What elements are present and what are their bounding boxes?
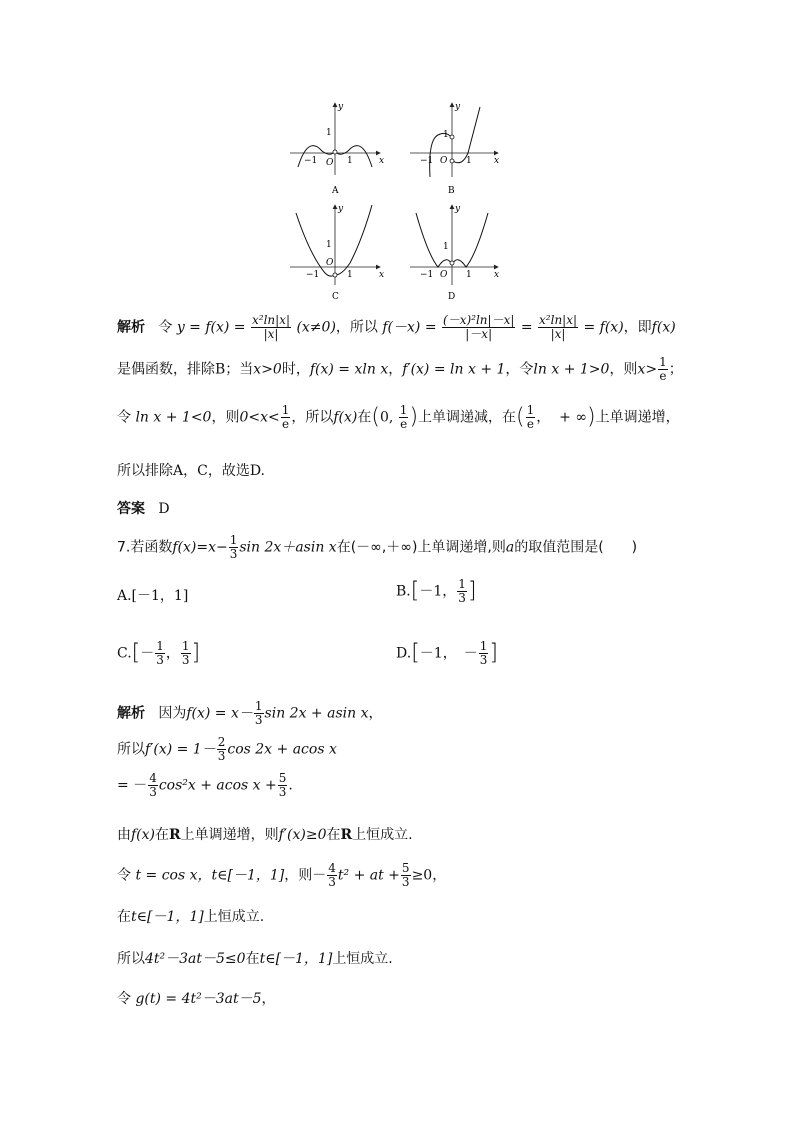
math: ln x + 1<0 [135, 409, 212, 426]
sol6-line-4 [117, 462, 265, 480]
math: = f(x) [583, 319, 624, 336]
graph-b-y-one: 1 [443, 130, 449, 140]
text: 上单调递减，在 [418, 409, 517, 426]
text: ， [368, 705, 383, 722]
answer-value: D [158, 501, 170, 517]
math: f(x) [651, 319, 676, 336]
math: t = cos x，t∈[－1，1] [135, 867, 285, 884]
math: sin 2x＋ [239, 539, 296, 556]
bracket-close: ] [467, 578, 477, 604]
sol7-label: 解析 [117, 705, 145, 722]
numerator: 1 [254, 699, 263, 713]
fraction [399, 404, 409, 431]
fraction [401, 862, 411, 889]
option-b[interactable] [396, 578, 477, 605]
math: f′(x)≥0 [278, 827, 327, 843]
bracket-open: [ [131, 640, 141, 666]
option-d-label: D. [396, 645, 412, 662]
graph-b-one: 1 [466, 156, 472, 166]
graph-a-neg-one: −1 [304, 156, 318, 166]
math: f(x) [172, 539, 197, 556]
sol6-answer [117, 500, 170, 518]
text: 令 [158, 319, 173, 336]
paren-close: ) [587, 404, 596, 430]
graph-b-origin: O [440, 156, 448, 166]
graph-a [290, 102, 384, 196]
answer-label: 答案 [117, 501, 145, 517]
math: = － [117, 777, 148, 794]
graph-c [290, 204, 384, 302]
denominator: e [400, 417, 408, 431]
math: t∈[－1，1] [131, 909, 204, 925]
math: f′(x) = 1－ [145, 741, 216, 758]
graph-d-y-one: 1 [443, 242, 449, 252]
denominator: 3 [149, 785, 157, 799]
text: 在 [357, 409, 372, 426]
math: a [295, 539, 304, 556]
graph-d-letter: D [448, 292, 456, 302]
sol7-line-3 [117, 772, 293, 799]
sol7-line-6 [117, 908, 264, 926]
math: sin 2x + asin x [264, 705, 369, 722]
fraction [479, 640, 489, 667]
denominator: 3 [156, 653, 164, 667]
fraction [538, 314, 578, 341]
denominator: e [526, 417, 534, 431]
math: －1， － [419, 645, 478, 662]
math: ， [536, 409, 551, 426]
graph-b-letter: B [448, 186, 455, 196]
math: (x≠0) [296, 319, 336, 336]
math: ， [165, 645, 180, 662]
text: ，则 [609, 361, 638, 378]
denominator: 3 [479, 653, 488, 667]
math: ln x + 1>0 [533, 361, 610, 378]
sol6-label: 解析 [117, 319, 145, 336]
math: A，C [173, 463, 208, 479]
graph-d-origin: O [440, 270, 448, 280]
text: 在 [245, 951, 260, 967]
fraction [181, 640, 191, 667]
sol6-line-2 [117, 356, 683, 383]
math: cos 2x + acos x [227, 741, 337, 758]
text: 令 [117, 867, 131, 884]
denominator: 3 [278, 785, 287, 799]
math: =x− [196, 539, 228, 556]
denominator: 3 [458, 591, 466, 605]
denominator: |x| [251, 327, 291, 341]
graph-a-one: 1 [347, 156, 353, 166]
math: f(x) = xln x [309, 361, 389, 378]
graph-b-neg-one: −1 [420, 156, 434, 166]
answer-choice-graphs [280, 95, 510, 305]
fraction [442, 314, 515, 341]
math: ≥0， [411, 867, 447, 884]
text: ，令 [505, 361, 534, 378]
denominator: 3 [328, 875, 336, 889]
math: 4t²－3at－5≤0 [145, 951, 246, 967]
text: ， [388, 361, 403, 378]
denominator: 3 [181, 653, 190, 667]
denominator: e [659, 369, 667, 383]
option-a[interactable] [117, 587, 188, 605]
graph-c-y-one: 1 [326, 240, 332, 250]
denominator: 3 [229, 547, 238, 561]
bracket-close: ] [191, 640, 201, 666]
denominator: e [282, 417, 290, 431]
sol7-line-2 [117, 736, 337, 763]
graph-c-y-label: y [338, 204, 344, 214]
fraction [526, 404, 536, 431]
numerator: 1 [526, 403, 535, 417]
math: － [140, 645, 155, 662]
bracket-open: [ [411, 640, 420, 666]
fraction [327, 862, 337, 889]
graph-a-y-label: y [338, 102, 344, 112]
text: 的取值范围是( ) [514, 539, 638, 556]
text: 上单调递增，则 [180, 827, 279, 843]
graph-c-x-label: x [379, 270, 385, 280]
fraction [251, 314, 291, 341]
numerator: 4 [328, 861, 336, 875]
math: t² + at + [337, 867, 400, 884]
math: sin x [303, 539, 337, 556]
numerator: (－x)²ln|－x| [443, 313, 515, 327]
math: x>0 [253, 361, 282, 378]
numerator: 1 [156, 639, 164, 653]
math: 0, [379, 409, 394, 426]
paren-open: ( [371, 404, 380, 430]
denominator: |－x| [442, 327, 515, 341]
paren-close: ) [409, 404, 419, 430]
text: ；当 [225, 361, 254, 378]
denominator: 3 [217, 749, 226, 763]
math: f(－x) = [382, 319, 437, 336]
sol7-line-7 [117, 950, 393, 968]
graph-d-y-label: y [455, 204, 461, 214]
text: 时， [281, 361, 310, 378]
text: 令 [117, 409, 131, 426]
text: 在 [117, 909, 131, 925]
text: 7.若函数 [117, 539, 173, 556]
text: 所以 [117, 741, 145, 758]
text: 在(－∞,＋∞)上单调递增,则 [336, 539, 506, 556]
option-c-label: C. [117, 645, 132, 662]
numerator: 1 [281, 403, 290, 417]
sol7-line-8 [117, 990, 276, 1008]
text: 在 [155, 827, 170, 843]
math: f(x) [333, 409, 358, 426]
text: 由 [117, 827, 131, 843]
text: ，故选 [207, 463, 250, 479]
fraction [658, 356, 668, 383]
text: 是偶函数，排除 [117, 361, 215, 378]
text: 上恒成立. [332, 951, 393, 967]
graph-b-x-label: x [494, 156, 500, 166]
numerator: 1 [659, 355, 667, 369]
sol6-line-1 [117, 314, 676, 341]
fraction [148, 772, 158, 799]
text: ，即 [623, 319, 652, 336]
option-c[interactable] [117, 640, 200, 667]
bracket-close: ] [489, 640, 498, 666]
sol6-line-3 [117, 404, 680, 431]
numerator: 4 [149, 771, 157, 785]
math: y = f(x) = [176, 319, 246, 336]
text: ，则 [211, 409, 240, 426]
fraction [278, 772, 288, 799]
text: ，所以 [291, 409, 334, 426]
text: 所以 [117, 951, 145, 967]
question-7 [117, 534, 637, 561]
numerator: x²ln|x| [252, 313, 290, 327]
graph-c-letter: C [332, 292, 339, 302]
graph-c-neg-one: −1 [306, 270, 320, 280]
graph-b-y-label: y [455, 102, 461, 112]
text: ，所以 [335, 319, 378, 336]
text: 上恒成立. [203, 909, 265, 925]
math: f(x) [131, 827, 156, 843]
graph-a-origin: O [326, 158, 334, 168]
math: . [288, 777, 293, 794]
fraction [217, 736, 227, 763]
sol7-line-5 [117, 862, 446, 889]
math: x> [637, 361, 658, 378]
option-b-label: B. [396, 583, 411, 600]
text: 上恒成立. [352, 827, 413, 843]
text: 所以排除 [117, 463, 173, 479]
graph-d-neg-one: −1 [420, 270, 434, 280]
text: ，则－ [284, 867, 327, 884]
text: ， [261, 991, 276, 1007]
math: 0<x< [239, 409, 280, 426]
numerator: 5 [278, 771, 287, 785]
math: B [215, 361, 226, 378]
fraction [281, 404, 291, 431]
numerator: 5 [401, 861, 410, 875]
text: ； [668, 361, 683, 378]
option-a-text: A.[－1，1] [117, 588, 189, 604]
numerator: 1 [399, 403, 408, 417]
denominator: 3 [401, 875, 410, 889]
fraction [457, 578, 467, 605]
graph-d [410, 204, 499, 302]
text: 因为 [158, 705, 187, 722]
math: R [340, 827, 353, 843]
numerator: 2 [217, 735, 226, 749]
math: f′(x) = ln x + 1 [402, 361, 506, 378]
graph-a-letter: A [332, 186, 339, 196]
denominator: 3 [254, 713, 263, 727]
fraction [254, 700, 264, 727]
bracket-open: [ [410, 578, 420, 604]
graph-c-one: 1 [347, 270, 353, 280]
math: －1， [419, 583, 457, 600]
graph-d-x-label: x [494, 270, 500, 280]
graph-c-origin: O [326, 258, 334, 268]
paren-open: ( [516, 404, 525, 430]
math: a [505, 539, 515, 556]
math: cos²x + acos x + [158, 777, 277, 794]
math: = [520, 319, 533, 336]
math: + ∞ [559, 409, 588, 426]
math: t∈[－1，1] [259, 951, 333, 967]
sol7-line-4 [117, 826, 413, 844]
graph-a-x-label: x [379, 156, 385, 166]
graph-d-one: 1 [466, 270, 472, 280]
numerator: x²ln|x| [539, 313, 578, 327]
numerator: 1 [181, 639, 190, 653]
math: g(t) = 4t²－3at－5 [135, 991, 262, 1007]
numerator: 1 [458, 577, 466, 591]
numerator: 1 [479, 639, 488, 653]
sol7-line-1 [117, 700, 382, 727]
option-d[interactable] [396, 640, 498, 667]
graph-b [410, 102, 499, 196]
denominator: |x| [538, 327, 578, 341]
math: R [169, 827, 181, 843]
text: 令 [117, 991, 131, 1007]
graph-a-y-one: 1 [326, 128, 332, 138]
fraction [155, 640, 165, 667]
fraction [229, 534, 239, 561]
math: D. [249, 463, 266, 479]
text: 上单调递增， [595, 409, 680, 426]
text: 在 [326, 827, 341, 843]
math: f(x) = x－ [186, 705, 253, 722]
numerator: 1 [229, 533, 238, 547]
